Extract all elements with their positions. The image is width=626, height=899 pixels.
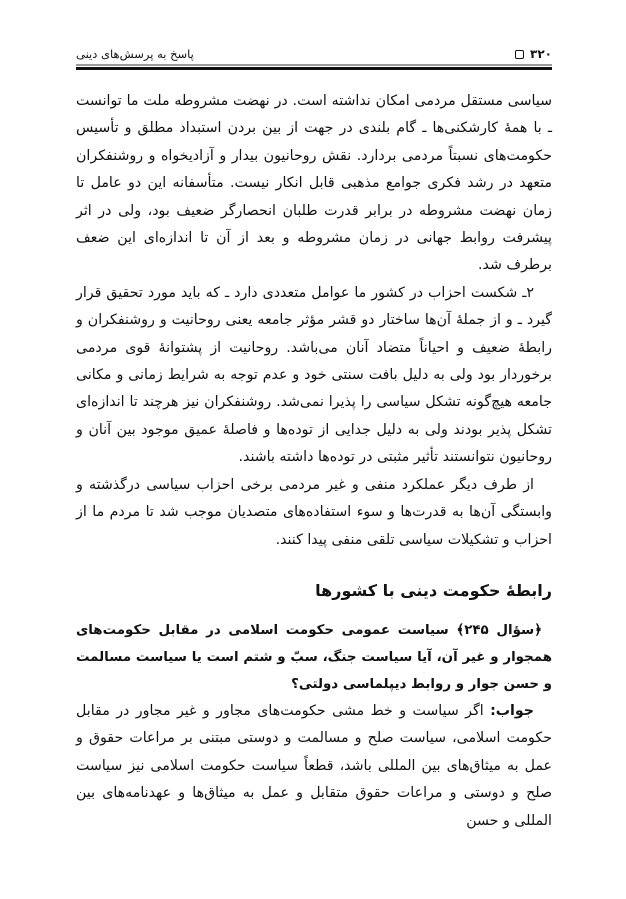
running-title: پاسخ به پرسش‌های دینی [76, 47, 194, 61]
header-rule-thick [76, 67, 552, 70]
answer-text: اگر سیاست و خط مشی حکومت‌های مجاور و غیر مجاور در مقابل حکومت اسلامی، سیاست صلح و مسالمت و دوستی مبتنی بر مراعات حقوق و عمل به میثاق‌های بین المللی باشد، قطعاً سیاست حکومت اسلامی نیز سیاست صلح و دوستی و مراعات حقوق متقابل و عمل به میثاق‌ها و عهدنامه‌های بین المللی و حسن [76, 702, 552, 829]
square-bullet-icon [515, 50, 524, 59]
section-heading: رابطهٔ حکومت دینی با کشورها [315, 580, 552, 600]
book-page [76, 0, 552, 899]
answer-block [76, 698, 552, 835]
page-number: ۳۲۰ [530, 47, 552, 61]
page-number-block [515, 47, 552, 61]
header-rule-thin [76, 64, 552, 66]
paragraph-1: سیاسی مستقل مردمی امکان نداشته است. در نهضت مشروطه ملت ما توانست ـ با همهٔ کارشکنی‌ها ـ گام بلندی در جهت از بین بردن استبداد مطلق و تأسیس حکومت‌های نسبتاً مردمی بردارد. نقش روحانیون بیدار و آزادیخواه و روشنفکران متعهد در رشد فکری جوامع مذهبی قابل انکار نیست. متأسفانه این دو عامل تا زمان نهضت مشروطه در برابر قدرت طلبان انحصارگر ضعیف بود، ولی در اثر پیشرفت روابط جهانی در زمان مشروطه و بعد از آن تا اندازه‌ای این ضعف برطرف شد. [76, 93, 552, 274]
question-text: سیاست عمومی حکومت اسلامی در مقابل حکومت‌های همجوار و غیر آن، آیا سیاست جنگ، سبّ و شتم است یا سیاست مسالمت و حسن جوار و روابط دیپلماسی دولتی؟ [76, 622, 552, 692]
question-block [76, 617, 552, 698]
question-number: ﴿سؤال ۲۴۵﴾ [456, 622, 542, 638]
paragraph-2: ۲ـ شکست احزاب در کشور ما عوامل متعددی دارد ـ که باید مورد تحقیق قرار گیرد ـ و از جملهٔ آن‌ها ساختار دو قشر مؤثر جامعه یعنی روحانیت و روشنفکران و رابطهٔ ضعیف و احیاناً متضاد آنان می‌باشد. روحانیت از پشتوانهٔ قوی مردمی برخوردار بود ولی به دلیل بافت سنتی خود و عدم توجه به شرایط زمانی و مکانی جامعه هیچ‌گونه تشکل سیاسی را پذیرا نمی‌شد. روشنفکران نیز هرچند تا اندازه‌ای تشکل پذیر بودند ولی به دلیل جدایی از توده‌ها و فاصلهٔ عمیق موجود بین آنان و روحانیون نتوانستند تأثیر مثبتی در توده‌ها داشته باشند. [76, 284, 552, 466]
page-body [76, 88, 552, 835]
paragraph-3: از طرف دیگر عملکرد منفی و غیر مردمی برخی احزاب سیاسی درگذشته و وابستگی آن‌ها به قدرت‌ها و سوء استفاده‌های متصدیان موجب شد تا مردم ما از احزاب و تشکیلات سیاسی تلقی منفی پیدا کنند. [76, 476, 552, 548]
answer-label: جواب: [490, 702, 534, 719]
page-header [76, 44, 552, 64]
